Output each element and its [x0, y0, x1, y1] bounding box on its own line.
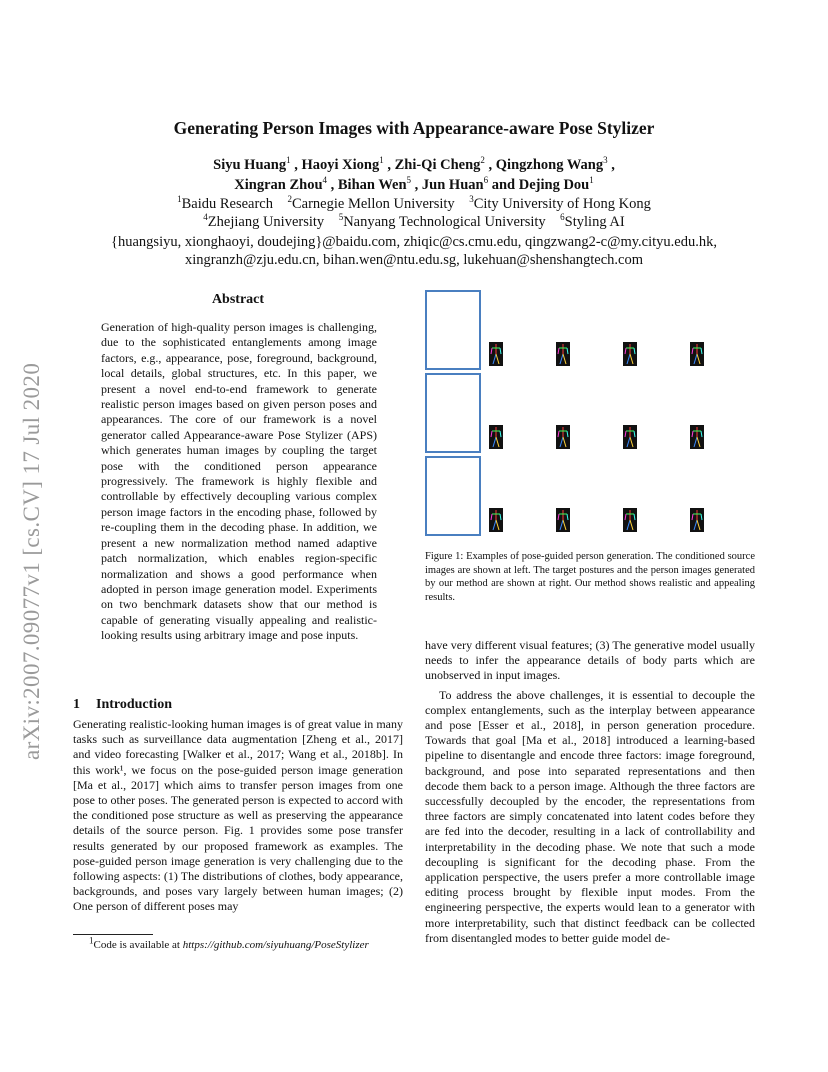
- author-name: Jun Huan: [421, 177, 484, 193]
- emails-line-1: {huangsiyu, xionghaoyi, doudejing}@baidu.com, zhiqic@cs.cmu.edu, qingzwang2-c@my.cityu.edu.hk,: [111, 234, 717, 250]
- affiliation-name: City University of Hong Kong: [473, 196, 651, 212]
- figure-1-grid: [425, 290, 757, 534]
- figure-row: [425, 456, 757, 536]
- generated-person-image: [554, 290, 614, 370]
- pose-skeleton: [489, 508, 503, 532]
- affiliation-name: Baidu Research: [181, 196, 273, 212]
- affiliation-name: Styling AI: [564, 214, 625, 230]
- author-name: Haoyi Xiong: [301, 157, 380, 173]
- footnote-text: Code is available at: [93, 939, 183, 951]
- pose-skeleton: [690, 425, 704, 449]
- pose-skeleton: [623, 425, 637, 449]
- generated-person-image: [621, 290, 681, 370]
- author-affiliation-mark: 4: [322, 175, 328, 186]
- generated-person-image: [487, 373, 547, 453]
- author-affiliation-mark: 3: [603, 155, 608, 166]
- affiliation-name: Nanyang Technological University: [343, 214, 546, 230]
- author-affiliation-mark: 6: [483, 175, 489, 186]
- source-person-image: [425, 373, 481, 453]
- author-name: Qingzhong Wang: [495, 157, 604, 173]
- abstract-text: Generation of high-quality person images is challenging, due to the sophisticated entanglements among image factors, e.g., appearance, pose, foreground, background, local details, global structures, etc. In this paper, we present a novel end-to-end framework to generate realistic person images based on given person poses and appearances. The core of our framework is a novel generator called Appearance-aware Pose Stylizer (APS) which generates human images by coupling the target pose with the conditioned person appearance progressively. The framework is highly flexible and controllable by effectively decoupling various complex person image factors in the encoding phase, followed by re-coupling them in the decoding phase. In addition, we present a new normalization method named adaptive patch normalization, which enables region-specific normalization and shows a good performance when adopted in person image generation model. Experiments on two benchmark datasets show that our method is capable of generating visually appealing and realistic-looking results using arbitrary image and pose inputs.: [101, 320, 377, 643]
- pose-skeleton: [623, 508, 637, 532]
- intro-paragraph-1: [73, 717, 403, 915]
- author-affiliation-mark: 5: [406, 175, 412, 186]
- pose-skeleton: [556, 342, 570, 366]
- affiliation-mark: 3: [469, 194, 474, 205]
- author-affiliation-mark: 1: [589, 175, 594, 186]
- right-paragraph-1: have very different visual features; (3) The generative model usually needs to infer the appearance details of body parts which are unobserved in input images.: [425, 638, 755, 683]
- right-paragraph-2: To address the above challenges, it is essential to decouple the complex entanglements, such as the interplay between appearance and pose [Esser et al., 2018], in person generation procedure. Towards that goal [Ma et al., 2018] introduced a learning-based pipeline to disentangle and encode three factors: image foreground, background, and pose into separated representations and then decode them back to a person image. Although the three factors are successfully decoupled by the encoder, the representations from three factors are simply concatenated into latent codes before they are fed into the decoder, resulting in a lack of controllability and interpretability in the decoding phase. We note that such a mode decoupling is significant for the decoding phase. From the application perspective, the users prefer a more controllable image editing process brought by flexible input modes. From the engineering perspective, the experts would lean to a generator with more interpretability, such that distinct feedback can be collected from disentangled modes to better guide model de-: [425, 687, 755, 945]
- affiliation-mark: 1: [177, 194, 182, 205]
- authors-line-2: Xingran Zhou$^4$ , Bihan Wen$^5$ , Jun Huan$^6$ and Dejing Dou$^1$: [234, 175, 594, 193]
- figure-1-caption: Figure 1: Examples of pose-guided person generation. The conditioned source images are shown at left. The target postures and the person images generated by our method are shown at right. Our method shows realistic and appealing results.: [425, 551, 755, 603]
- pose-skeleton: [623, 342, 637, 366]
- affiliation-name: Zhejiang University: [207, 214, 325, 230]
- affiliation-mark: 2: [287, 194, 292, 205]
- intro-text: Generating realistic-looking human images is of great value in many tasks such as surveillance data augmentation [Zheng et al., 2017] and video forecasting [Walker et al., 2017; Wang et al., 2018b]. In this work¹, we focus on the pose-guided person image generation [Ma et al., 2017] which aims to transfer person images from one pose to other poses. The generated person is expected to accord with the conditioned pose structure as well as preserving the appearance details of the source person. Fig. 1 provides some pose transfer results generated by our proposed framework as examples. The pose-guided person image generation is very challenging due to the following aspects: (1) The distributions of clothes, body appearance, backgrounds, and poses vary largely between human images; (2) One person of different poses may: [73, 717, 403, 914]
- footnote-mark: 1: [89, 935, 94, 946]
- pose-skeleton: [489, 425, 503, 449]
- author-affiliation-mark: 1: [379, 155, 384, 166]
- affiliation-mark: 6: [560, 212, 565, 223]
- generated-person-image: [621, 456, 681, 536]
- author-affiliation-mark: 1: [286, 155, 291, 166]
- generated-person-image: [621, 373, 681, 453]
- section-heading-introduction: [73, 697, 172, 713]
- pose-skeleton: [690, 508, 704, 532]
- generated-person-image: [688, 456, 748, 536]
- pose-skeleton: [690, 342, 704, 366]
- footnote: [73, 935, 403, 951]
- section-number: 1: [73, 697, 80, 712]
- affiliation-mark: 5: [338, 212, 344, 223]
- footnote-link[interactable]: https://github.com/siyuhuang/PoseStylizer: [182, 939, 369, 951]
- figure-row: [425, 290, 757, 370]
- arxiv-stamp: arXiv:2007.09077v1 [cs.CV] 17 Jul 2020: [19, 362, 44, 760]
- paper-title: Generating Person Images with Appearance-aware Pose Stylizer: [173, 118, 655, 138]
- author-name: Xingran Zhou: [234, 177, 323, 193]
- author-affiliation-mark: 2: [480, 155, 485, 166]
- generated-person-image: [688, 373, 748, 453]
- source-person-image: [425, 456, 481, 536]
- section-title: Introduction: [96, 697, 172, 712]
- generated-person-image: [487, 290, 547, 370]
- pose-skeleton: [489, 342, 503, 366]
- generated-person-image: [554, 456, 614, 536]
- affiliations-line-1: [0, 195, 828, 213]
- right-column-body: [425, 638, 755, 946]
- author-name: Zhi-Qi Cheng: [394, 157, 481, 173]
- affiliation-mark: 4: [203, 212, 208, 223]
- generated-person-image: [487, 456, 547, 536]
- authors-line-1: Siyu Huang$^1$ , Haoyi Xiong$^1$ , Zhi-Qi Cheng$^2$ , Qingzhong Wang$^3$ ,: [213, 155, 615, 173]
- footnote-rule: [73, 934, 153, 935]
- source-person-image: [425, 290, 481, 370]
- affiliations-line-2: [0, 213, 828, 231]
- generated-person-image: [554, 373, 614, 453]
- pose-skeleton: [556, 425, 570, 449]
- author-name: Bihan Wen: [337, 177, 407, 193]
- author-name: Siyu Huang: [213, 157, 287, 173]
- pose-skeleton: [556, 508, 570, 532]
- abstract-heading: Abstract: [211, 292, 265, 307]
- emails-line-2: xingranzh@zju.edu.cn, bihan.wen@ntu.edu.sg, lukehuan@shenshangtech.com: [184, 252, 644, 268]
- author-name: Dejing Dou: [518, 177, 590, 193]
- figure-row: [425, 373, 757, 453]
- generated-person-image: [688, 290, 748, 370]
- affiliation-name: Carnegie Mellon University: [292, 196, 455, 212]
